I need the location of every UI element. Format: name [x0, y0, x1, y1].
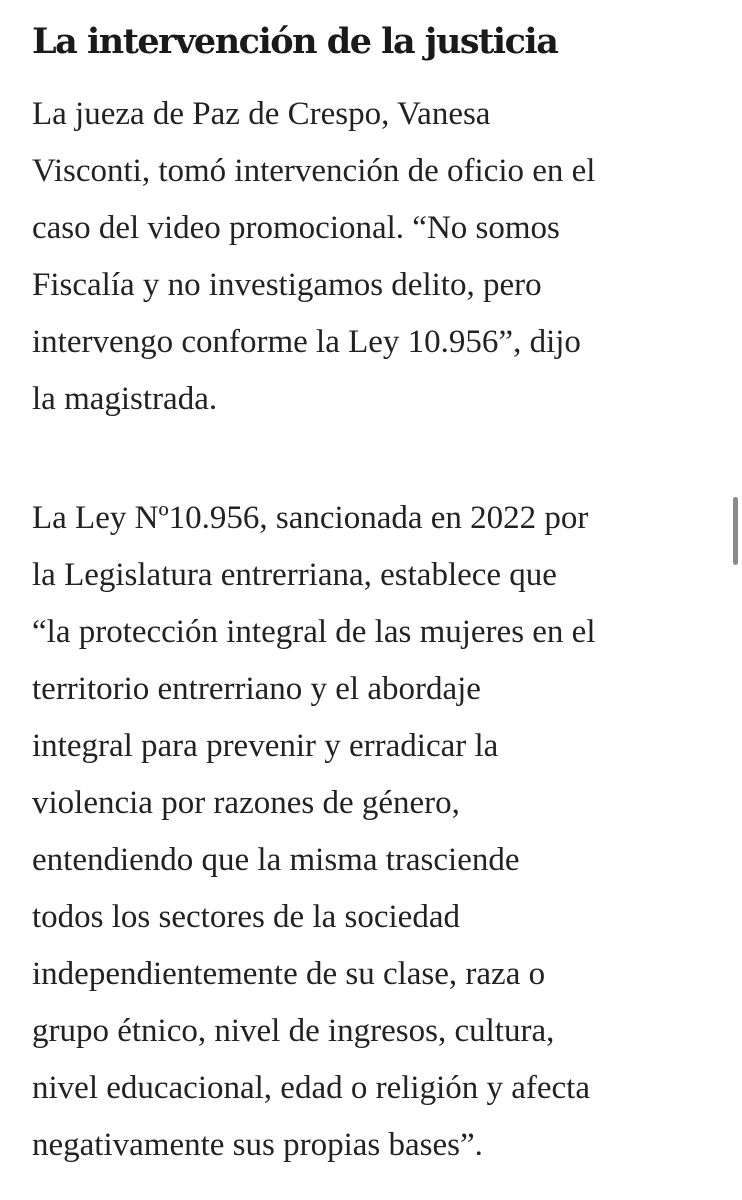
paragraph-line: independientemente de su clase, raza o: [32, 956, 546, 992]
paragraph-line: intervengo conforme la Ley 10.956”, dijo: [32, 324, 581, 360]
paragraph: [32, 86, 732, 428]
paragraph-line: violencia por razones de género,: [32, 785, 460, 821]
paragraph-line: la magistrada.: [32, 381, 218, 417]
paragraph-line: nivel educacional, edad o religión y afecta: [32, 1070, 590, 1106]
paragraph-line: todos los sectores de la sociedad: [32, 899, 460, 935]
paragraph: [32, 490, 732, 1174]
paragraph-line: negativamente sus propias bases”.: [32, 1127, 483, 1163]
paragraph-line: integral para prevenir y erradicar la: [32, 728, 499, 764]
paragraph-line: la Legislatura entrerriana, establece que: [32, 557, 557, 593]
section-heading: La intervención de la justicia: [32, 21, 558, 62]
scrollbar-thumb[interactable]: [733, 497, 738, 565]
paragraph-line: La jueza de Paz de Crespo, Vanesa: [32, 96, 491, 132]
paragraph-line: grupo étnico, nivel de ingresos, cultura,: [32, 1013, 555, 1049]
paragraph-line: entendiendo que la misma trasciende: [32, 842, 520, 878]
paragraph-line: caso del video promocional. “No somos: [32, 210, 560, 246]
paragraph-line: “la protección integral de las mujeres en el: [32, 614, 596, 650]
paragraph-line: Fiscalía y no investigamos delito, pero: [32, 267, 542, 303]
paragraph-line: territorio entrerriano y el abordaje: [32, 671, 481, 707]
paragraph-line: La Ley Nº10.956, sancionada en 2022 por: [32, 500, 589, 536]
paragraph-line: Visconti, tomó intervención de oficio en el: [32, 153, 596, 189]
